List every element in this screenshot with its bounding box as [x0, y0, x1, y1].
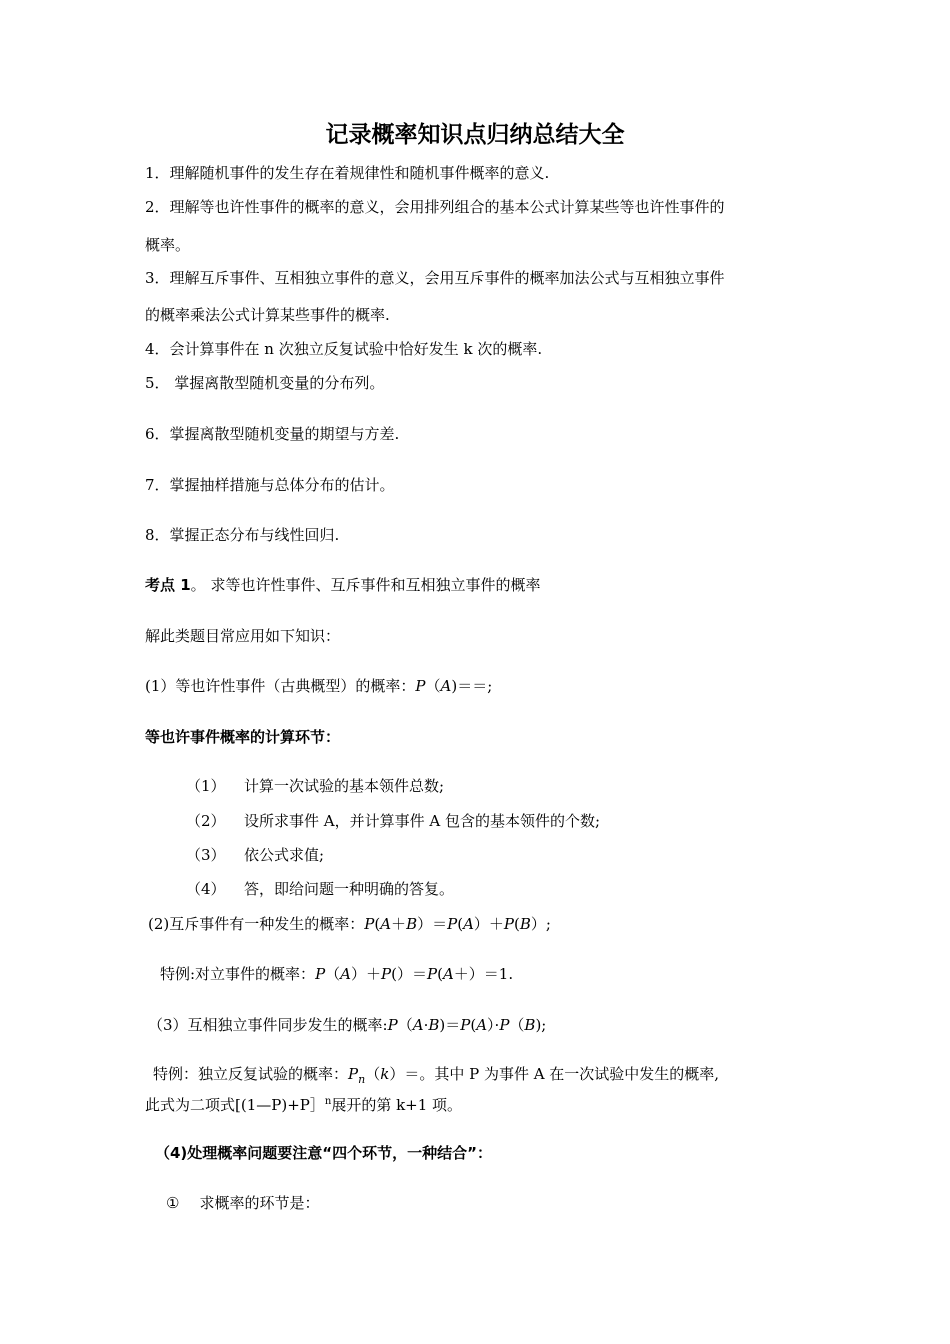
special-1-o3: ( — [437, 965, 443, 983]
special-2-open: （ — [365, 1065, 381, 1083]
special-2-k: k — [380, 1065, 390, 1083]
item-3-p1: P — [387, 1016, 398, 1034]
item-2-p3: P — [503, 915, 515, 933]
page-title: 记录概率知识点归纳总结大全 — [325, 122, 625, 148]
item-3 — [148, 1018, 546, 1033]
step-4 — [186, 882, 454, 897]
step-3 — [186, 848, 324, 863]
steps-heading: 等也许事件概率的计算环节： — [145, 728, 341, 746]
special-2-post: 展开的第 k+1 项。 — [331, 1096, 463, 1114]
item-2-a1: A — [380, 915, 392, 933]
special-1-tail: ＋）＝1. — [453, 965, 514, 983]
special-2-pre: 此式为二项式[(1—P)+P］ — [145, 1096, 325, 1114]
step-2-text: 设所求事件 A，并计算事件 A 包含的基本领件的个数; — [244, 812, 601, 830]
item-1-rest: )＝＝; — [451, 677, 493, 695]
step-3-num: （3） — [186, 846, 226, 864]
item-3-o3: （ — [509, 1016, 525, 1034]
step-1-num: （1） — [186, 777, 226, 795]
objective-5: 5． 掌握离散型随机变量的分布列。 — [145, 374, 385, 392]
special-2-n: n — [358, 1073, 366, 1086]
item-3-b1: B — [428, 1016, 440, 1034]
special-1-p3: P — [426, 965, 438, 983]
step-4-num: （4） — [186, 880, 226, 898]
item-3-dot: · — [423, 1016, 429, 1034]
item-2-plus: ＋ — [391, 915, 407, 933]
item-4: （4)处理概率问题要注意“四个环节，一种结合”： — [155, 1144, 493, 1162]
item-3-o1: （ — [397, 1016, 413, 1034]
circle-item-1-num: ① — [166, 1194, 180, 1212]
objective-8: 8．掌握正态分布与线性回归. — [145, 526, 340, 544]
special-2 — [153, 1067, 719, 1085]
special-1-p2: P — [381, 965, 392, 983]
item-2-c3: ）; — [530, 915, 551, 933]
special-1-a1: A — [340, 965, 352, 983]
objective-2: 2．理解等也许性事件的概率的意义，会用排列组合的基本公式计算某些等也许性事件的 — [145, 198, 725, 216]
objective-3: 3．理解互斥事件、互相独立事件的意义，会用互斥事件的概率加法公式与互相独立事件 — [145, 269, 725, 287]
objective-7: 7．掌握抽样措施与总体分布的估计。 — [145, 476, 395, 494]
special-1-p1: P — [315, 965, 326, 983]
item-2-c1: ）＝ — [417, 915, 448, 933]
item-2-b2: B — [519, 915, 531, 933]
special-1-a2: A — [442, 965, 454, 983]
step-4-text: 答，即给问题一种明确的答复。 — [244, 880, 455, 898]
step-2-num: （2） — [186, 812, 226, 830]
special-2-lead: 特例：独立反复试验的概率： — [153, 1065, 349, 1083]
step-3-text: 依公式求值; — [244, 846, 325, 864]
objective-6: 6．掌握离散型随机变量的期望与方差. — [145, 425, 400, 443]
step-2 — [186, 814, 600, 829]
item-3-c2: ）· — [487, 1016, 500, 1034]
item-3-c1: )＝ — [439, 1016, 461, 1034]
item-3-p2: P — [460, 1016, 471, 1034]
item-3-b2: B — [524, 1016, 536, 1034]
item-3-a1: A — [412, 1016, 424, 1034]
item-3-lead: （3）互相独立事件同步发生的概率: — [148, 1016, 388, 1034]
special-2-tail: ）＝。其中 P 为事件 A 在一次试验中发生的概率, — [389, 1065, 720, 1083]
kaodian-text: 。 求等也许性事件、互斥事件和互相独立事件的概率 — [190, 576, 541, 594]
step-1-text: 计算一次试验的基本领件总数; — [244, 777, 445, 795]
item-1-text: (1）等也许性事件（古典概型）的概率： — [145, 677, 416, 695]
item-2-o1: ( — [374, 915, 381, 933]
step-1 — [186, 779, 444, 794]
item-2-lead: (2)互斥事件有一种发生的概率： — [148, 915, 365, 933]
kaodian-label: 考点 1 — [145, 576, 191, 594]
objective-2-cont: 概率。 — [145, 236, 191, 254]
intro-text: 解此类题目常应用如下知识： — [145, 627, 341, 645]
item-3-c3: ); — [535, 1016, 547, 1034]
special-1-c1: ）＋ — [351, 965, 382, 983]
special-1-o1: （ — [325, 965, 341, 983]
special-1-lead: 特例:对立事件的概率： — [160, 965, 316, 983]
special-2-line-2 — [145, 1097, 462, 1113]
item-1 — [145, 679, 492, 694]
objective-3-cont: 的概率乘法公式计算某些事件的概率. — [145, 306, 390, 324]
special-2-p: P — [348, 1065, 359, 1083]
special-1-m1: (）＝ — [391, 965, 427, 983]
item-1-open: （ — [425, 677, 441, 695]
item-2 — [148, 917, 551, 932]
item-1-a: A — [440, 677, 452, 695]
item-2-p1: P — [364, 915, 375, 933]
item-2-p2: P — [447, 915, 458, 933]
item-2-o3: ( — [514, 915, 520, 933]
kaodian-line — [145, 578, 540, 593]
item-2-b1: B — [406, 915, 418, 933]
circle-item-1 — [166, 1196, 319, 1211]
special-2-sup-n: n — [324, 1096, 332, 1107]
item-2-o2: ( — [457, 915, 464, 933]
item-2-c2: ）＋ — [473, 915, 504, 933]
item-3-a2: A — [476, 1016, 488, 1034]
special-1 — [160, 967, 513, 982]
objective-4: 4．会计算事件在 n 次独立反复试验中恰好发生 k 次的概率. — [145, 340, 543, 358]
circle-item-1-text: 求概率的环节是： — [199, 1194, 320, 1212]
objective-1: 1．理解随机事件的发生存在着规律性和随机事件概率的意义. — [145, 164, 550, 182]
item-1-p: P — [415, 677, 426, 695]
item-2-a2: A — [463, 915, 474, 933]
item-3-p3: P — [499, 1016, 510, 1034]
item-3-o2: ( — [470, 1016, 477, 1034]
